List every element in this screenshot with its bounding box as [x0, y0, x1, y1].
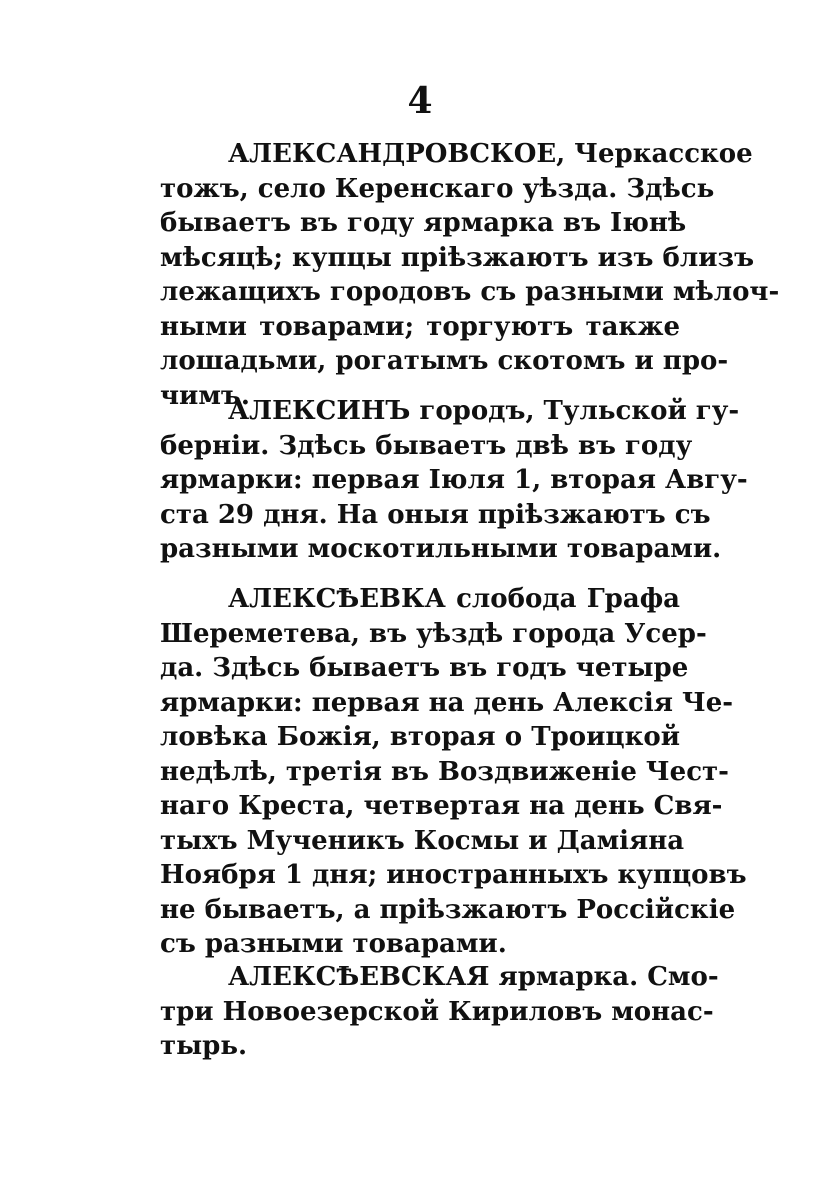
- entry-line: мѣсяцѣ; купцы пріѣзжаютъ изъ близъ: [160, 242, 755, 273]
- entry-line: тырь.: [160, 1031, 248, 1061]
- entry-line: чимъ.: [160, 380, 250, 411]
- entry-line: берніи. Здѣсь бываетъ двѣ въ году: [160, 430, 693, 461]
- entry-line: тыхъ Мученикъ Космы и Даміяна: [160, 825, 685, 856]
- entry-line: Шереметева, въ уѣздѣ города Усер-: [160, 618, 707, 649]
- entry-line: не бываетъ, а пріѣзжаютъ Россійскіе: [160, 894, 736, 925]
- entry-line: наго Креста, четвертая на день Свя-: [160, 791, 723, 821]
- entry-line: АЛЕКСАНДРОВСКОЕ, Черкасское: [228, 139, 753, 169]
- entry-line: три Новоезерской Кириловъ монас-: [160, 996, 714, 1027]
- entry-alekseevskaya: [160, 960, 719, 1064]
- entry-line: АЛЕКСИНЪ городъ, Тульской гу-: [228, 396, 740, 426]
- entry-line: ловѣка Божія, вторая о Троицкой: [160, 722, 680, 752]
- entry-line: разными москотильными товарами.: [160, 534, 722, 564]
- page-number: 4: [407, 80, 433, 122]
- entry-line: бываетъ въ году ярмарка въ Іюнѣ: [160, 208, 687, 238]
- entry-line: АЛЕКСѢЕВКА слобода Графа: [228, 584, 680, 614]
- entry-line: лежащихъ городовъ съ разными мѣлоч-: [160, 277, 780, 307]
- entry-aleksin: [160, 394, 748, 567]
- entry-alekseevka: [160, 582, 747, 962]
- entry-line: тожъ, село Керенскаго уѣзда. Здѣсь: [160, 173, 715, 204]
- entry-line: съ разными товарами.: [160, 929, 507, 959]
- entry-line: ными товарами; торгуютъ также: [160, 311, 680, 342]
- entry-line: ярмарки: первая Іюля 1, вторая Авгу-: [160, 465, 748, 495]
- entry-line: АЛЕКСѢЕВСКАЯ ярмарка. Смо-: [228, 962, 719, 992]
- entry-line: лошадьми, рогатымъ скотомъ и про-: [160, 346, 729, 376]
- entry-line: недѣлѣ, третія въ Воздвиженіе Чест-: [160, 756, 729, 787]
- entry-line: да. Здѣсь бываетъ въ годъ четыре: [160, 653, 689, 683]
- entry-line: ярмарки: первая на день Алексія Че-: [160, 687, 734, 718]
- entry-line: Ноября 1 дня; иностранныхъ купцовъ: [160, 860, 747, 890]
- entry-line: ста 29 дня. На оныя пріѣзжаютъ съ: [160, 499, 711, 530]
- entry-aleksandrovskoe: [160, 137, 780, 413]
